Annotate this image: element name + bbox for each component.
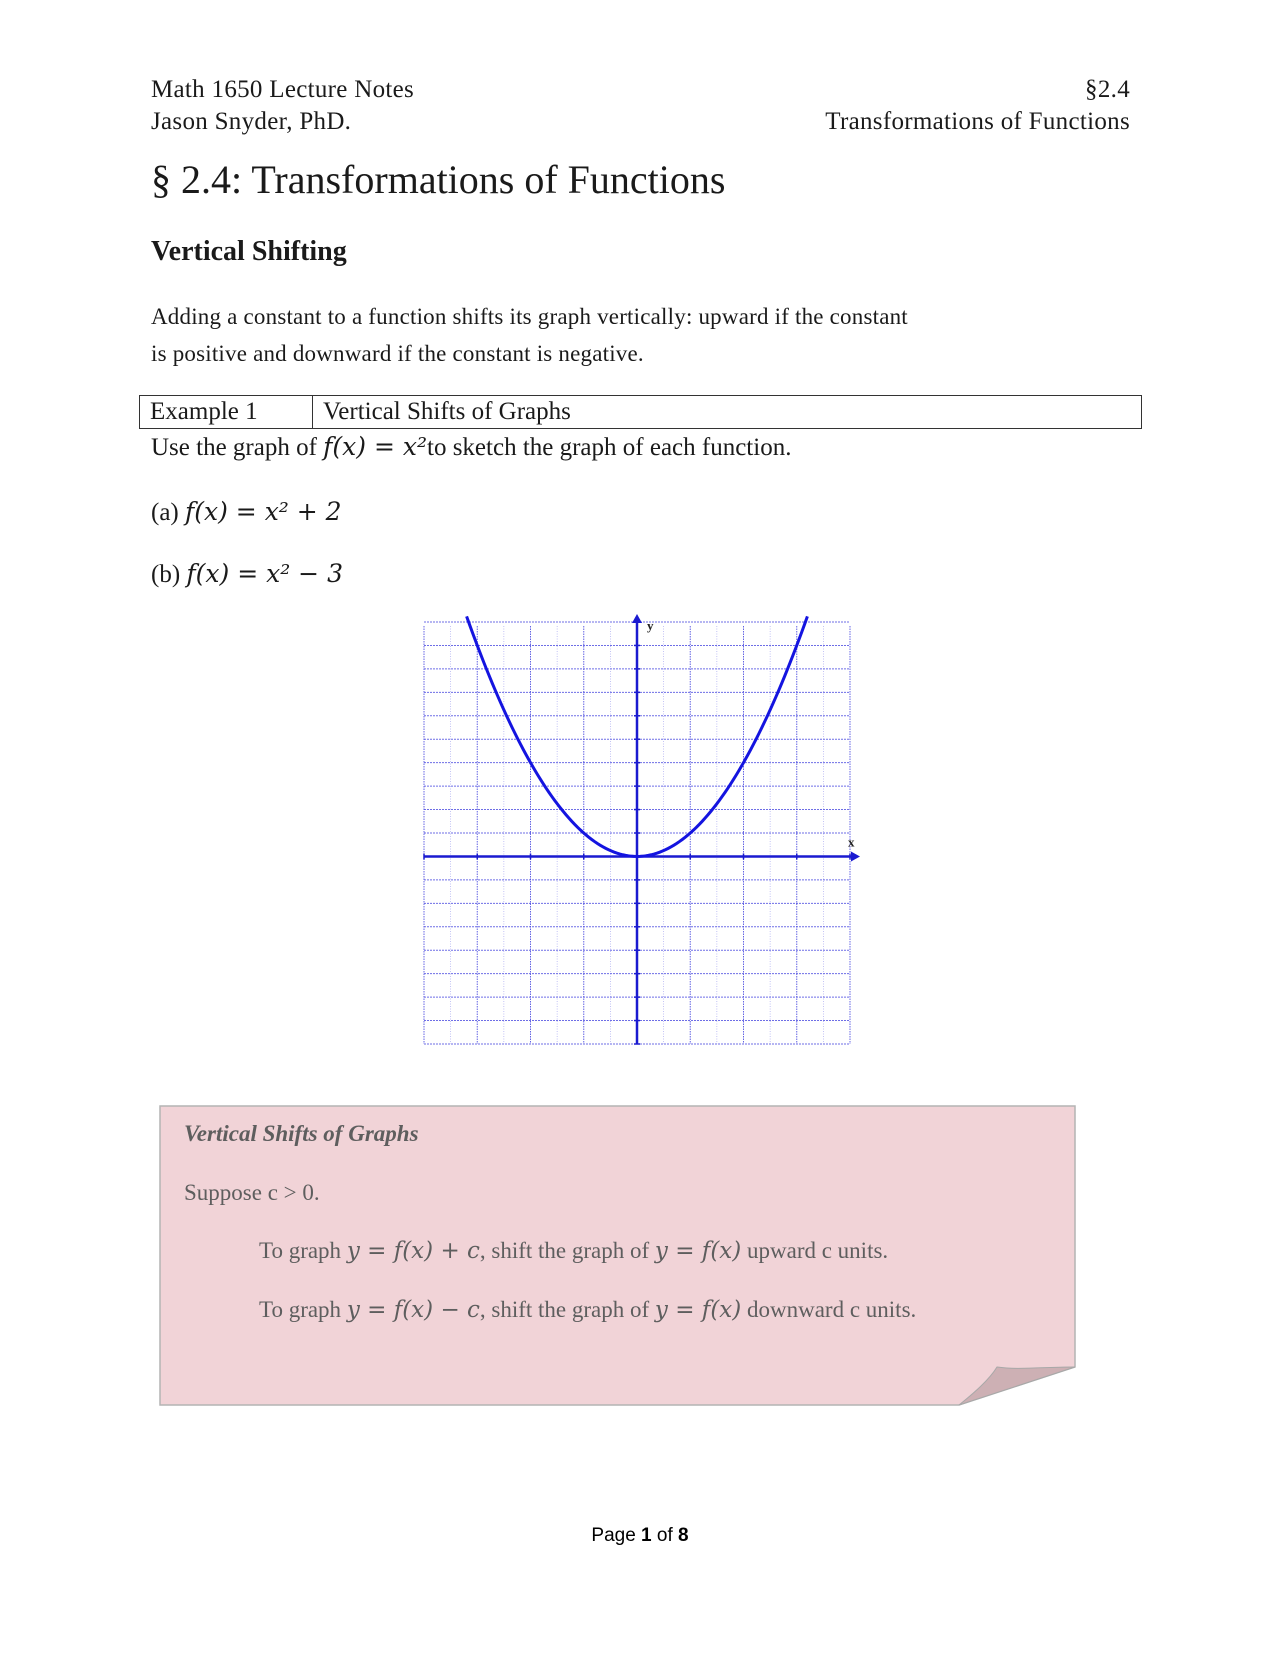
item-b-expr: f(x) = x² − 3 <box>186 559 343 588</box>
page-footer <box>0 1525 1280 1547</box>
rule2-suffix: downward c units. <box>741 1297 917 1322</box>
rule1-mid: , shift the graph of <box>479 1238 655 1263</box>
rule1-math2: y = f(x) <box>654 1238 742 1264</box>
x-axis-label: x <box>848 834 855 850</box>
rule2-prefix: To graph <box>259 1297 347 1322</box>
footer-of-word: of <box>651 1525 679 1546</box>
example-instruction <box>151 432 791 462</box>
intro-paragraph <box>151 298 1151 372</box>
rule2-math: y = f(x) − c <box>346 1297 480 1323</box>
header-course: Math 1650 Lecture Notes <box>151 76 415 103</box>
instruction-text-before: Use the graph of <box>151 434 324 461</box>
header-author: Jason Snyder, PhD. <box>151 108 352 135</box>
example-item-a <box>151 497 342 527</box>
intro-line-2: is positive and downward if the constant is negative. <box>151 341 644 366</box>
x-axis-arrow <box>851 851 860 861</box>
item-a-label: (a) <box>151 499 179 526</box>
note-suppose: Suppose c > 0. <box>184 1180 320 1205</box>
footer-page-number: 1 <box>641 1525 652 1546</box>
rule1-suffix: upward c units. <box>741 1238 889 1263</box>
item-a-expr: f(x) = x² + 2 <box>185 497 342 526</box>
instruction-text-after: to sketch the graph of each function. <box>427 434 792 461</box>
page-title: § 2.4: Transformations of Functions <box>151 157 726 202</box>
rule1-prefix: To graph <box>259 1238 347 1263</box>
section-heading: Vertical Shifting <box>151 236 347 267</box>
instruction-math: f(x) = x² <box>323 432 427 461</box>
intro-line-1: Adding a constant to a function shifts its graph vertically: upward if the constant <box>151 304 908 329</box>
header-topic: Transformations of Functions <box>825 108 1130 135</box>
note-rule-downward <box>259 1297 916 1323</box>
y-axis-label: y <box>647 618 654 633</box>
parabola-graph <box>420 614 860 1050</box>
rule1-math: y = f(x) + c <box>346 1238 480 1264</box>
example-label: Example 1 <box>140 396 313 428</box>
header-right <box>825 74 1130 138</box>
example-item-b <box>151 559 343 589</box>
note-rule-upward <box>259 1238 888 1264</box>
rule2-math2: y = f(x) <box>654 1297 742 1323</box>
note-title: Vertical Shifts of Graphs <box>184 1121 419 1146</box>
graph-labels <box>647 618 855 849</box>
example-header-box <box>139 395 1142 429</box>
footer-page-total: 8 <box>678 1525 689 1546</box>
header-left <box>151 74 414 138</box>
example-title: Vertical Shifts of Graphs <box>323 398 571 425</box>
rule2-mid: , shift the graph of <box>479 1297 655 1322</box>
footer-page-word: Page <box>591 1525 642 1546</box>
item-b-label: (b) <box>151 561 181 588</box>
header-section: §2.4 <box>1085 76 1130 103</box>
